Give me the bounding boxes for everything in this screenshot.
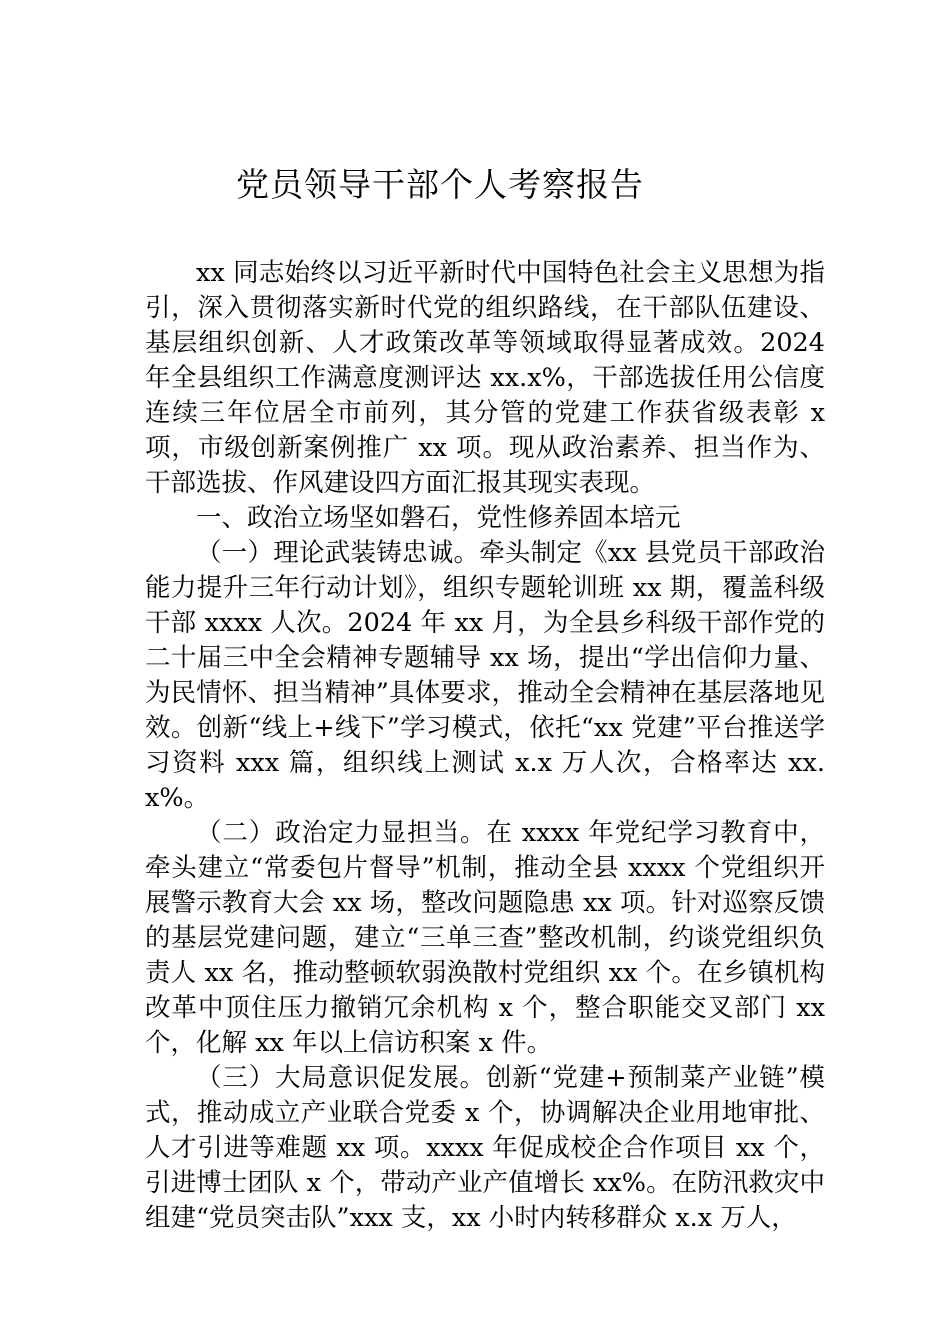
document-body	[145, 256, 825, 1236]
intro-paragraph: xx 同志始终以习近平新时代中国特色社会主义思想为指引，深入贯彻落实新时代党的组织路线，在干部队伍建设、基层组织创新、人才政策改革等领域取得显著成效。2024 年全县组织工作满意度测评达 xx.x%，干部选拔任用公信度连续三年位居全市前列，其分管的党建工作获省级表彰 x 项，市级创新案例推广 xx 项。现从政治素养、担当作为、干部选拔、作风建设四方面汇报其现实表现。	[145, 258, 825, 498]
section-heading-1: 一、政治立场坚如磐石，党性修养固本培元	[196, 503, 681, 533]
paragraph-theory: （一）理论武装铸忠诚。牵头制定《xx 县党员干部政治能力提升三年行动计划》，组织专题轮训班 xx 期，覆盖科级干部 xxxx 人次。2024 年 xx 月，为全县乡科级干部作党的二十届三中全会精神专题辅导 xx 场，提出“学出信仰力量、为民情怀、担当精神”具体要求，推动全会精神在基层落地见效。创新“线上+线下”学习模式，依托“xx 党建”平台推送学习资料 xxx 篇，组织线上测试 x.x 万人次，合格率达 xx.x%。	[145, 538, 825, 813]
document-title: 党员领导干部个人考察报告	[236, 165, 644, 204]
paragraph-political-resolve: （二）政治定力显担当。在 xxxx 年党纪学习教育中，牵头建立“常委包片督导”机制，推动全县 xxxx 个党组织开展警示教育大会 xx 场，整改问题隐患 xx 项。针对巡察反馈的基层党建问题，建立“三单三查”整改机制，约谈党组织负责人 xx 名，推动整顿软弱涣散村党组织 xx 个。在乡镇机构改革中顶住压力撤销冗余机构 x 个，整合职能交叉部门 xx 个，化解 xx 年以上信访积案 x 件。	[145, 818, 825, 1058]
paragraph-overall-awareness: （三）大局意识促发展。创新“党建+预制菜产业链”模式，推动成立产业联合党委 x 个，协调解决企业用地审批、人才引进等难题 xx 项。xxxx 年促成校企合作项目 xx 个，引进博士团队 x 个，带动产业产值增长 xx%。在防汛救灾中组建“党员突击队”xxx 支，xx 小时内转移群众 x.x 万人，	[145, 1063, 825, 1233]
